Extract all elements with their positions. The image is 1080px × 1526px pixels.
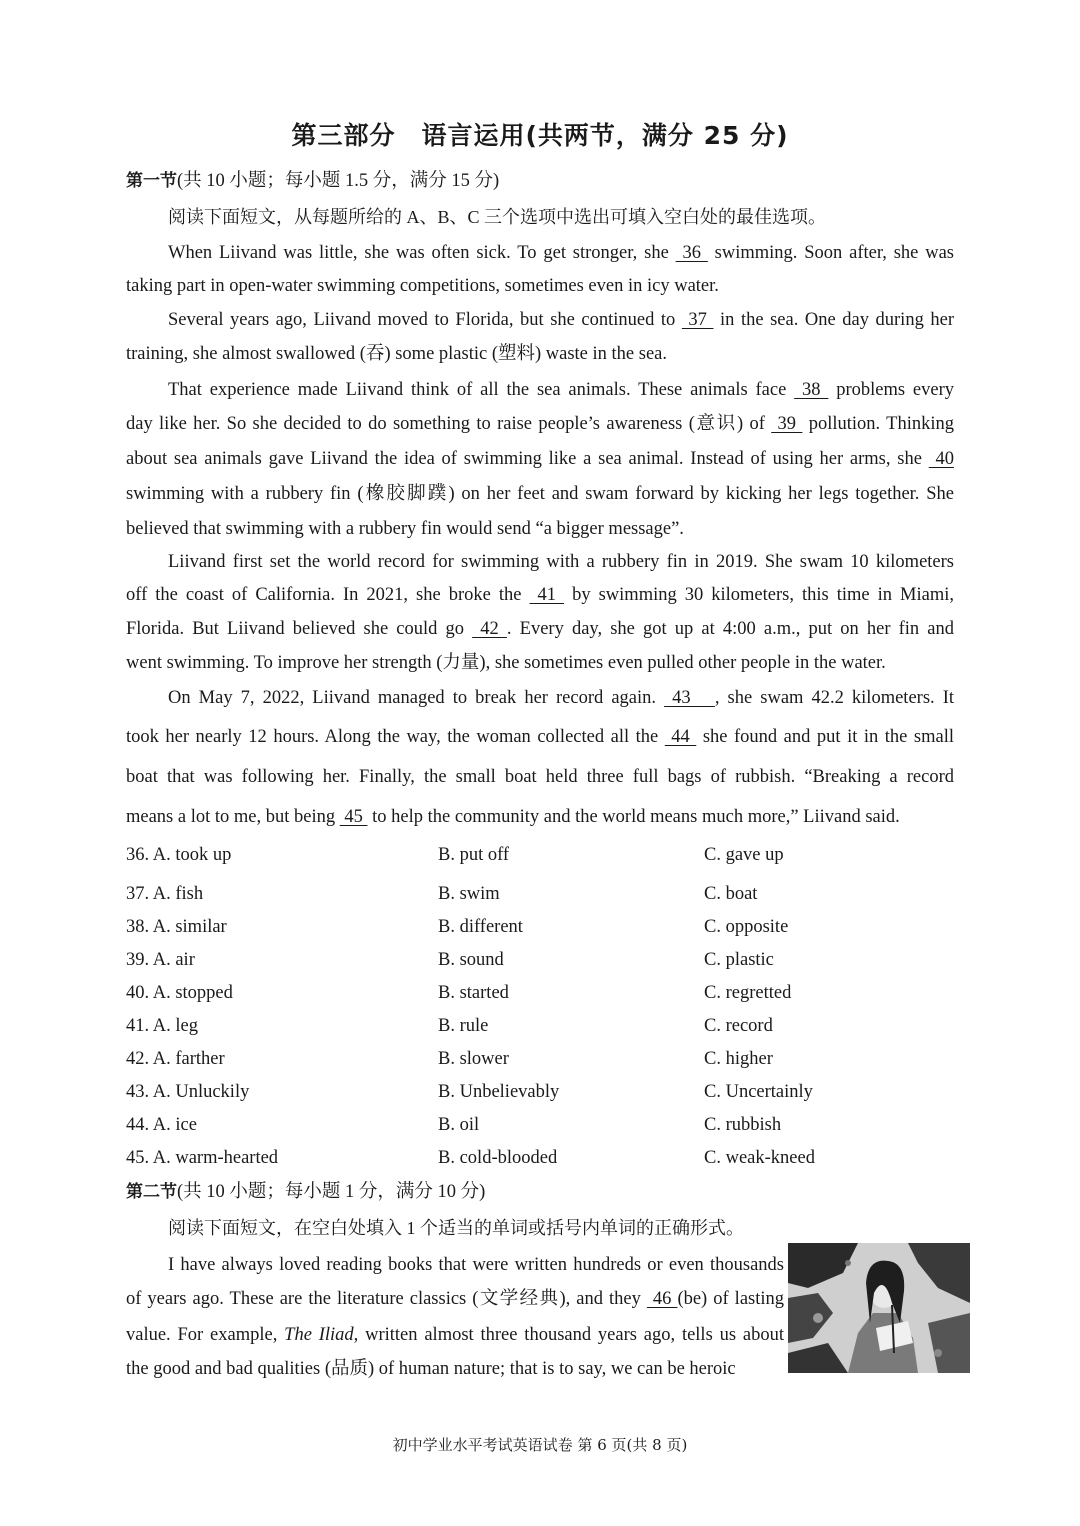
passage-text: , she swam 42.2 kilometers. It [714, 688, 955, 708]
passage-line [168, 550, 954, 574]
option-c: C. gave up [704, 845, 784, 865]
passage2-line3-post: , written almost three thousand years ago, tells us about [353, 1325, 784, 1345]
section2-instruction: 阅读下面短文，在空白处填入 1 个适当的单词或括号内单词的正确形式。 [168, 1218, 744, 1238]
passage-text: by swimming 30 kilometers, this time in Miami, [564, 585, 955, 605]
option-b: B. swim [438, 884, 500, 904]
book-title-iliad: The Iliad [284, 1325, 354, 1345]
option-c: C. higher [704, 1049, 773, 1069]
option-a: 38. A. similar [126, 917, 227, 937]
option-c: C. rubbish [704, 1115, 782, 1135]
answer-blank: 41 [529, 585, 565, 605]
passage-text: swimming. Soon after, she was [707, 243, 955, 263]
answer-blank: 40 [928, 449, 954, 469]
passage-line [126, 482, 954, 506]
passage-text: problems every [828, 380, 955, 400]
option-a: 42. A. farther [126, 1049, 225, 1069]
section2-meta: (共 10 小题；每小题 1 分，满分 10 分) [177, 1182, 486, 1202]
passage-text: took her nearly 12 hours. Along the way, the woman collected all the [126, 727, 665, 747]
passage-line [168, 241, 954, 265]
option-a: 43. A. Unluckily [126, 1082, 250, 1102]
passage-text: in the sea. One day during her [713, 310, 954, 330]
option-b: B. oil [438, 1115, 480, 1135]
option-b: B. cold-blooded [438, 1148, 558, 1168]
section2-header [126, 1180, 954, 1204]
option-a: 39. A. air [126, 950, 195, 970]
option-b: B. slower [438, 1049, 509, 1069]
option-b: B. sound [438, 950, 504, 970]
answer-blank: 36 [675, 243, 708, 263]
option-a: 40. A. stopped [126, 983, 233, 1003]
passage-line [126, 342, 954, 366]
passage-text: Liivand first set the world record for swimming with a rubbery fin in 2019. She swam 10 kilometers [168, 552, 954, 572]
passage2-line-1: I have always loved reading books that were written hundreds or even thousands [168, 1255, 784, 1275]
passage-line [126, 617, 954, 641]
option-b: B. put off [438, 845, 510, 865]
passage-line [126, 583, 954, 607]
passage-text: On May 7, 2022, Liivand managed to break her record again. [168, 688, 665, 708]
option-b: B. different [438, 917, 523, 937]
section2-label: 第二节 [126, 1182, 177, 1202]
option-a: 37. A. fish [126, 884, 204, 904]
passage2-line2-post: (be) of lasting [677, 1289, 785, 1309]
option-a: 41. A. leg [126, 1016, 198, 1036]
option-a: 44. A. ice [126, 1115, 197, 1135]
section1-label: 第一节 [126, 171, 177, 191]
page-footer: 初中学业水平考试英语试卷 第 6 页(共 8 页) [392, 1436, 688, 1454]
passage-text: taking part in open-water swimming competitions, sometimes even in icy water. [126, 276, 719, 296]
reading-woman-image [788, 1243, 970, 1373]
passage-line [126, 805, 954, 829]
passage-text: training, she almost swallowed (吞) some plastic (塑料) waste in the sea. [126, 344, 667, 364]
passage-text: boat that was following her. Finally, the small boat held three full bags of rubbish. “Breaking a record [126, 767, 954, 787]
passage2-line-4: the good and bad qualities (品质) of human nature; that is to say, we can be heroic [126, 1359, 736, 1379]
passage-line [168, 378, 954, 402]
passage-text: Several years ago, Liivand moved to Florida, but she continued to [168, 310, 682, 330]
passage-text: swimming with a rubbery fin (橡胶脚蹼) on her feet and swam forward by kicking her legs together. She [126, 484, 954, 504]
answer-blank: 42 [472, 619, 507, 639]
passage2-line-3 [126, 1323, 784, 1347]
passage-text: That experience made Liivand think of all the sea animals. These animals face [168, 380, 795, 400]
passage-line [126, 725, 954, 749]
passage-line [168, 308, 954, 332]
section1-instruction: 阅读下面短文，从每题所给的 A、B、C 三个选项中选出可填入空白处的最佳选项。 [168, 207, 827, 227]
passage-text: . Every day, she got up at 4:00 a.m., put on her fin and [506, 619, 954, 639]
option-c: C. weak-kneed [704, 1148, 815, 1168]
passage-line [126, 412, 954, 436]
passage-line [126, 651, 954, 675]
passage-text: When Liivand was little, she was often sick. To get stronger, she [168, 243, 676, 263]
passage-line [126, 274, 954, 298]
answer-blank: 37 [681, 310, 714, 330]
passage-line [126, 517, 954, 541]
option-b: B. rule [438, 1016, 489, 1036]
passage-line [126, 447, 954, 471]
option-a: 36. A. took up [126, 845, 232, 865]
passage-text: means a lot to me, but being [126, 807, 340, 827]
option-c: C. opposite [704, 917, 789, 937]
answer-blank: 43 [664, 688, 715, 708]
answer-blank: 44 [664, 727, 697, 747]
option-b: B. started [438, 983, 509, 1003]
passage-text: pollution. Thinking [802, 414, 954, 434]
passage-text: she found and put it in the small [696, 727, 954, 747]
passage-line [168, 686, 954, 710]
option-b: B. Unbelievably [438, 1082, 560, 1102]
reading-woman-illustration [788, 1243, 970, 1373]
answer-blank: 39 [771, 414, 803, 434]
option-c: C. regretted [704, 983, 792, 1003]
passage2-line3-pre: value. For example, [126, 1325, 285, 1345]
option-a: 45. A. warm-hearted [126, 1148, 279, 1168]
section1-header [126, 169, 954, 193]
answer-blank: 45 [339, 807, 368, 827]
option-c: C. boat [704, 884, 758, 904]
passage-text: Florida. But Liivand believed she could go [126, 619, 473, 639]
passage-text: about sea animals gave Liivand the idea of swimming like a sea animal. Instead of using her arms, she [126, 449, 929, 469]
option-c: C. Uncertainly [704, 1082, 813, 1102]
passage2-line-2 [126, 1287, 784, 1311]
section1-meta: (共 10 小题；每小题 1.5 分，满分 15 分) [177, 171, 500, 191]
page-title: 第三部分 语言运用(共两节，满分 25 分) [291, 121, 789, 150]
option-c: C. plastic [704, 950, 774, 970]
answer-blank: 38 [794, 380, 829, 400]
passage-line [126, 765, 954, 789]
passage-text: went swimming. To improve her strength (力量), she sometimes even pulled other people in the water. [126, 653, 886, 673]
option-c: C. record [704, 1016, 773, 1036]
blank-46: 46 [646, 1289, 678, 1309]
passage-text: believed that swimming with a rubbery fin would send “a bigger message”. [126, 519, 684, 539]
passage-text: to help the community and the world means much more,” Liivand said. [367, 807, 900, 827]
passage2-line2-pre: of years ago. These are the literature classics (文学经典), and they [126, 1289, 647, 1309]
passage-text: off the coast of California. In 2021, she broke the [126, 585, 530, 605]
passage-text: day like her. So she decided to do something to raise people’s awareness (意识) of [126, 414, 772, 434]
